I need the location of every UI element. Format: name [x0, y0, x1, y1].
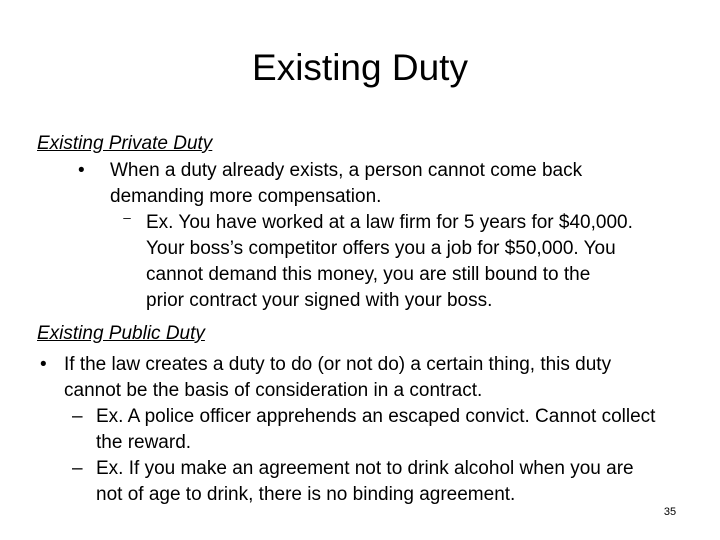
private-duty-heading: Existing Private Duty [37, 133, 213, 154]
text-line: Ex. If you make an agreement not to drink alcohol when you are [96, 458, 634, 479]
text-line: prior contract your signed with your boss. [146, 290, 493, 311]
text-line: demanding more compensation. [110, 186, 382, 207]
text-line: cannot demand this money, you are still bound to the [146, 264, 591, 285]
sub-bullet-marker: ⁻ [122, 212, 133, 233]
public-duty-example-alcohol [96, 456, 634, 508]
text-line: Ex. A police officer apprehends an escaped convict. Cannot collect [96, 406, 656, 427]
text-line: not of age to drink, there is no binding agreement. [96, 484, 516, 505]
text-line: If the law creates a duty to do (or not do) a certain thing, this duty [64, 354, 612, 375]
private-duty-example [146, 210, 633, 314]
public-duty-heading: Existing Public Duty [37, 323, 205, 344]
text-line: When a duty already exists, a person cannot come back [110, 160, 583, 181]
text-line: Your boss’s competitor offers you a job for $50,000. You [146, 238, 616, 259]
text-line: Ex. You have worked at a law firm for 5 years for $40,000. [146, 212, 633, 233]
slide-title: Existing Duty [252, 47, 468, 88]
public-duty-example-police [96, 404, 655, 456]
page-number: 35 [663, 506, 677, 518]
text-line: cannot be the basis of consideration in a contract. [64, 380, 483, 401]
bullet-marker: • [40, 354, 47, 375]
public-duty-bullet [64, 352, 611, 404]
private-duty-bullet [110, 158, 582, 210]
bullet-marker: • [78, 160, 85, 181]
text-line: the reward. [96, 432, 192, 453]
sub-bullet-marker: – [72, 458, 83, 479]
sub-bullet-marker: – [72, 406, 83, 427]
